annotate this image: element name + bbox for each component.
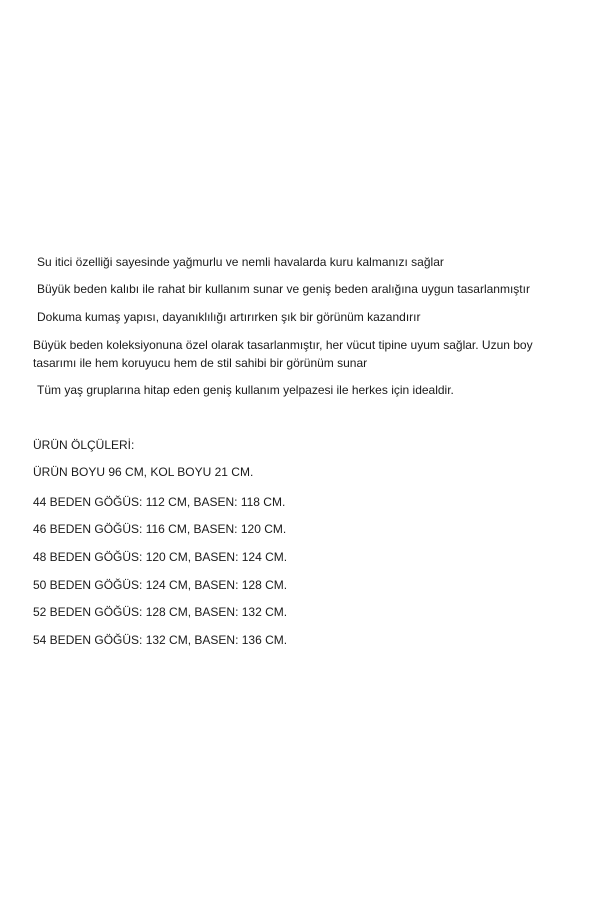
size-row-46: 46 BEDEN GÖĞÜS: 116 CM, BASEN: 120 CM. bbox=[33, 522, 287, 536]
size-row-44: 44 BEDEN GÖĞÜS: 112 CM, BASEN: 118 CM. bbox=[33, 495, 286, 509]
size-row-50: 50 BEDEN GÖĞÜS: 124 CM, BASEN: 128 CM. bbox=[33, 578, 288, 592]
feature-plus-size-fit: Büyük beden kalıbı ile rahat bir kullanım sunar ve geniş beden aralığına uygun tasarlanmıştır bbox=[37, 282, 530, 296]
feature-woven-fabric: Dokuma kumaş yapısı, dayanıklılığı artırırken şık bir görünüm kazandırır bbox=[37, 310, 421, 324]
feature-plus-size-collection: Büyük beden koleksiyonuna özel olarak tasarlanmıştır, her vücut tipine uyum sağlar. Uzun boy tasarımı ile hem koruyucu hem de stil sahibi bir görünüm sunar bbox=[33, 338, 533, 370]
measurements-heading: ÜRÜN ÖLÇÜLERİ: bbox=[33, 438, 135, 452]
feature-water-repellent: Su itici özelliği sayesinde yağmurlu ve nemli havalarda kuru kalmanızı sağlar bbox=[37, 255, 444, 269]
measurements-general: ÜRÜN BOYU 96 CM, KOL BOYU 21 CM. bbox=[33, 465, 254, 479]
size-row-52: 52 BEDEN GÖĞÜS: 128 CM, BASEN: 132 CM. bbox=[33, 605, 288, 619]
size-row-48: 48 BEDEN GÖĞÜS: 120 CM, BASEN: 124 CM. bbox=[33, 550, 288, 564]
size-row-54: 54 BEDEN GÖĞÜS: 132 CM, BASEN: 136 CM. bbox=[33, 633, 288, 647]
feature-all-ages: Tüm yaş gruplarına hitap eden geniş kullanım yelpazesi ile herkes için idealdir. bbox=[37, 383, 454, 397]
